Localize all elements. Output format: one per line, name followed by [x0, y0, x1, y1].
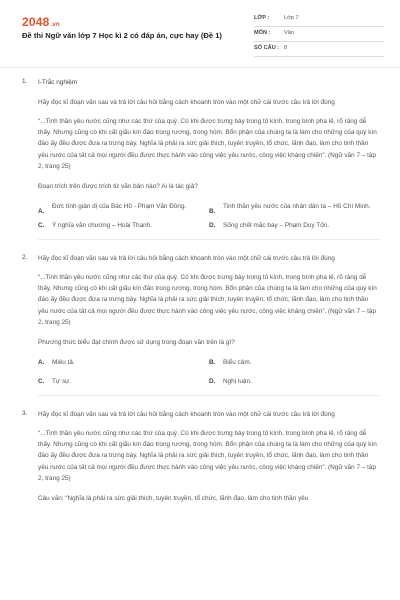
- option-text: Ý nghĩa văn chương – Hoài Thanh.: [52, 222, 153, 230]
- logo-suffix: .vn: [50, 22, 60, 28]
- question-number: 1.: [22, 78, 28, 85]
- question-number: 2.: [22, 254, 28, 262]
- site-logo[interactable]: [22, 15, 60, 29]
- question-prompt: Câu văn: “Nghĩa là phải ra sức giải thích, tuyên truyền, tổ chức, lãnh đạo, làm cho tinh thần yêu: [38, 494, 309, 502]
- page-title: Đề thi Ngữ văn lớp 7 Học kì 2 có đáp án, cực hay (Đề 1): [22, 31, 222, 40]
- meta-row-grade: [254, 12, 384, 27]
- option-text: Sống chết mặc bay – Phạm Duy Tốn.: [223, 222, 330, 230]
- question-passage: “...Tinh thần yêu nước cũng như các thứ của quý. Có khi được trưng bày trong tủ kính, trong bình pha lê, rõ ràng dễ thấy. Nhưng cũng có khi cất giấu kín đáo trong rương, trong hòm. Bổn phận của chúng ta là làm cho những của quý kín đáo ấy đều được đưa ra trưng bày. Nghĩa là phải ra sức giải thích, tuyên truyền, tổ chức, lãnh đạo, làm cho tinh thần yêu nước của tất cả mọi người đều được thực hành vào công việc yêu nước, công việc kháng chiến”. (Ngữ văn 7 – tập 2, trang 25): [38, 273, 377, 327]
- option-text: Tinh thần yêu nước của nhân dân ta – Hồ Chí Minh.: [223, 203, 371, 211]
- option-letter: A.: [38, 208, 45, 216]
- question-instruction: Hãy đọc kĩ đoạn văn sau và trả lời câu hỏi bằng cách khoanh tròn vào một chữ cái trước câu trả lời đúng: [38, 99, 335, 106]
- option-letter: C.: [38, 222, 45, 230]
- option-text: Biểu cảm.: [223, 359, 252, 367]
- question-number: 3.: [22, 410, 28, 418]
- question-prompt: Đoạn trích trên được trích từ văn bản nào? Ai là tác giả?: [38, 182, 198, 190]
- option-b[interactable]: [209, 357, 380, 368]
- option-text: Miêu tả.: [52, 359, 75, 367]
- meta-panel: [254, 12, 384, 57]
- question-divider: [38, 239, 380, 240]
- question-3: [0, 410, 400, 503]
- option-text: Tự sự.: [52, 378, 72, 386]
- question-passage: “...Tinh thần yêu nước cũng như các thứ của quý. Có khi được trưng bày trong tủ kính, trong bình pha lê, rõ ràng dễ thấy. Nhưng cũng có khi cất giấu kín đáo trong rương, trong hòm. Bổn phận của chúng ta là làm cho những của quý kín đáo ấy đều được đưa ra trưng bày. Nghĩa là phải ra sức giải thích, tuyên truyền, tổ chức, lãnh đạo, làm cho tinh thần yêu nước của tất cả mọi người đều được thực hành vào công việc yêu nước, công việc kháng chiến”. (Ngữ văn 7 – tập 2, trang 25): [38, 117, 377, 171]
- question-2: [0, 254, 400, 396]
- header-divider: [0, 67, 400, 68]
- option-d[interactable]: [209, 220, 380, 231]
- question-1: [0, 78, 400, 240]
- page-header: [0, 0, 400, 68]
- option-letter: B.: [209, 359, 216, 367]
- option-letter: A.: [38, 359, 45, 367]
- meta-label: LỚP :: [254, 15, 270, 21]
- option-text: Đức tính giản dị của Bác Hồ - Phạm Văn Đồng.: [52, 203, 187, 211]
- answer-options: [38, 201, 380, 231]
- logo-main: 2048: [22, 15, 50, 29]
- question-instruction: Hãy đọc kĩ đoạn văn sau và trả lời câu hỏi bằng cách khoanh tròn vào một chữ cái trước câu trả lời đúng: [38, 255, 335, 263]
- meta-value: Văn: [284, 30, 294, 36]
- question-prompt: Phương thức biểu đạt chính được sử dụng trong đoạn văn trên là gì?: [38, 338, 235, 346]
- question-instruction: Hãy đọc kĩ đoạn văn sau và trả lời câu hỏi bằng cách khoanh tròn vào một chữ cái trước câu trả lời đúng: [38, 411, 335, 419]
- answer-options: [38, 357, 380, 387]
- option-letter: D.: [209, 222, 216, 230]
- meta-value: 8: [284, 45, 288, 51]
- option-a[interactable]: [38, 201, 209, 216]
- option-letter: C.: [38, 378, 45, 386]
- meta-label: SỐ CÂU :: [254, 45, 280, 51]
- option-d[interactable]: [209, 376, 380, 387]
- option-c[interactable]: [38, 376, 209, 387]
- option-c[interactable]: [38, 220, 209, 231]
- option-a[interactable]: [38, 357, 209, 368]
- questions-list: [0, 78, 400, 517]
- section-heading: I-Trắc nghiệm: [38, 79, 78, 86]
- question-passage: “...Tinh thần yêu nước cũng như các thứ của quý. Có khi được trưng bày trong tủ kính, trong bình pha lê, rõ ràng dễ thấy. Nhưng cũng có khi cất giấu kín đáo trong rương, trong hòm. Bổn phận của chúng ta là làm cho những của quý kín đáo ấy đều được đưa ra trưng bày. Nghĩa là phải ra sức giải thích, tuyên truyền, tổ chức, lãnh đạo, làm cho tinh thần yêu nước của tất cả mọi người đều được thực hành vào công việc yêu nước, công việc kháng chiến”. (Ngữ văn 7 – tập 2, trang 25): [38, 429, 377, 483]
- option-b[interactable]: [209, 201, 380, 216]
- question-divider: [38, 395, 380, 396]
- meta-label: MÔN :: [254, 30, 271, 36]
- meta-row-subject: [254, 27, 384, 42]
- meta-row-question-count: [254, 42, 384, 57]
- meta-value: Lớp 7: [284, 15, 299, 21]
- option-letter: B.: [209, 208, 216, 216]
- option-text: Nghị luận.: [223, 378, 252, 386]
- option-letter: D.: [209, 378, 216, 386]
